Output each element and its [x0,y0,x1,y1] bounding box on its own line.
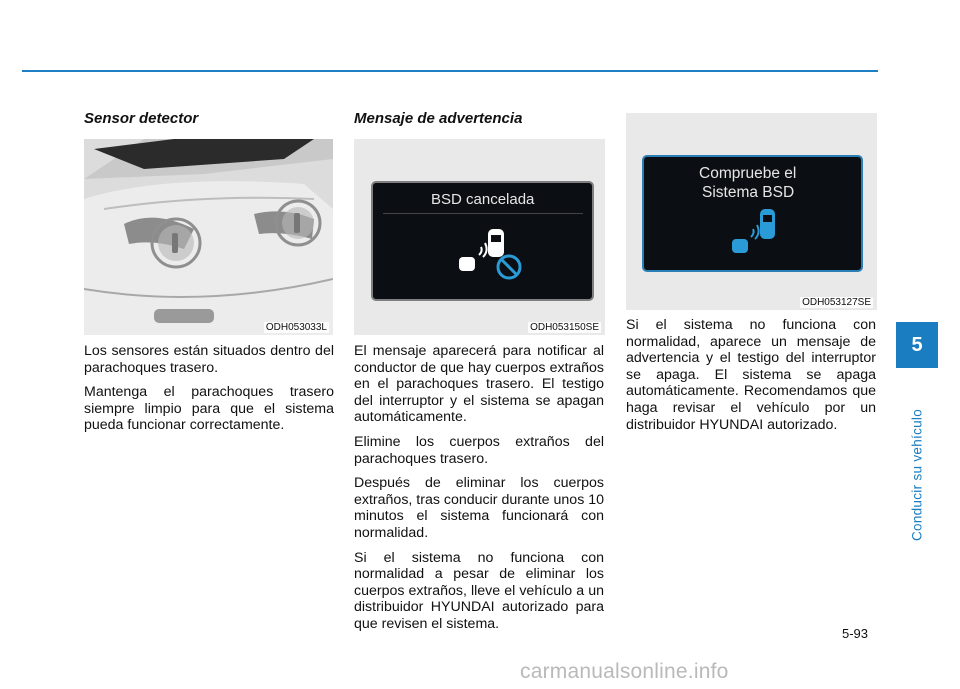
figure-bsd-cancelled [354,139,605,335]
bsd-car-icon [373,183,592,299]
column-sensor-text [84,343,334,442]
chapter-title: Conducir su vehículo [909,408,925,542]
header-rule [22,70,878,72]
paragraph: Si el sistema no funciona con normalidad a pesar de eliminar los cuerpos extraños, lleve el vehículo a un distribuidor HYUNDAI autorizado para que revisen el sistema. [354,549,604,632]
figure-check-bsd [626,113,877,310]
figure-code: ODH053150SE [530,322,599,333]
section-heading-sensor: Sensor detector [84,110,199,127]
paragraph: Mantenga el parachoques trasero siempre limpio para que el sistema pueda funcionar correctamente. [84,384,334,434]
paragraph: Si el sistema no funciona con normalidad, aparece un mensaje de advertencia y el testigo del interruptor se apaga. El sistema se apaga automáticamente. Recomendamos que haga revisar el vehículo por un distribuidor HYUNDAI autorizado. [626,317,876,433]
paragraph: Los sensores están situados dentro del parachoques trasero. [84,343,334,376]
paragraph: Elimine los cuerpos extraños del parachoques trasero. [354,433,604,467]
column-warning-text [354,343,604,641]
figure-rear-bumper-sensor [84,139,333,335]
page-number: 5-93 [842,626,869,641]
cluster-display [371,181,594,301]
paragraph: Después de eliminar los cuerpos extraños, tras conducir durante unos 10 minutos el sistema funcionará con normalidad. [354,475,605,541]
display-message: BSD cancelada [431,191,535,208]
column-check-text [626,317,876,441]
figure-code: ODH053033L [265,322,327,333]
section-heading-warning: Mensaje de advertencia [354,110,523,127]
cluster-display [642,155,863,272]
figure-code: ODH053127SE [802,297,871,308]
car-rear-illustration [84,139,333,335]
bsd-car-icon [644,157,861,270]
display-message-line2: Sistema BSD [702,184,795,201]
display-message-line1: Compruebe el [699,165,797,182]
chapter-tab: 5 [896,322,938,368]
watermark: carmanualsonline.info [520,660,729,683]
paragraph: El mensaje aparecerá para notificar al conductor de que hay cuerpos extraños en el parachoques trasero. El testigo del interruptor y el sistema se apagan automáticamente. [354,343,604,426]
